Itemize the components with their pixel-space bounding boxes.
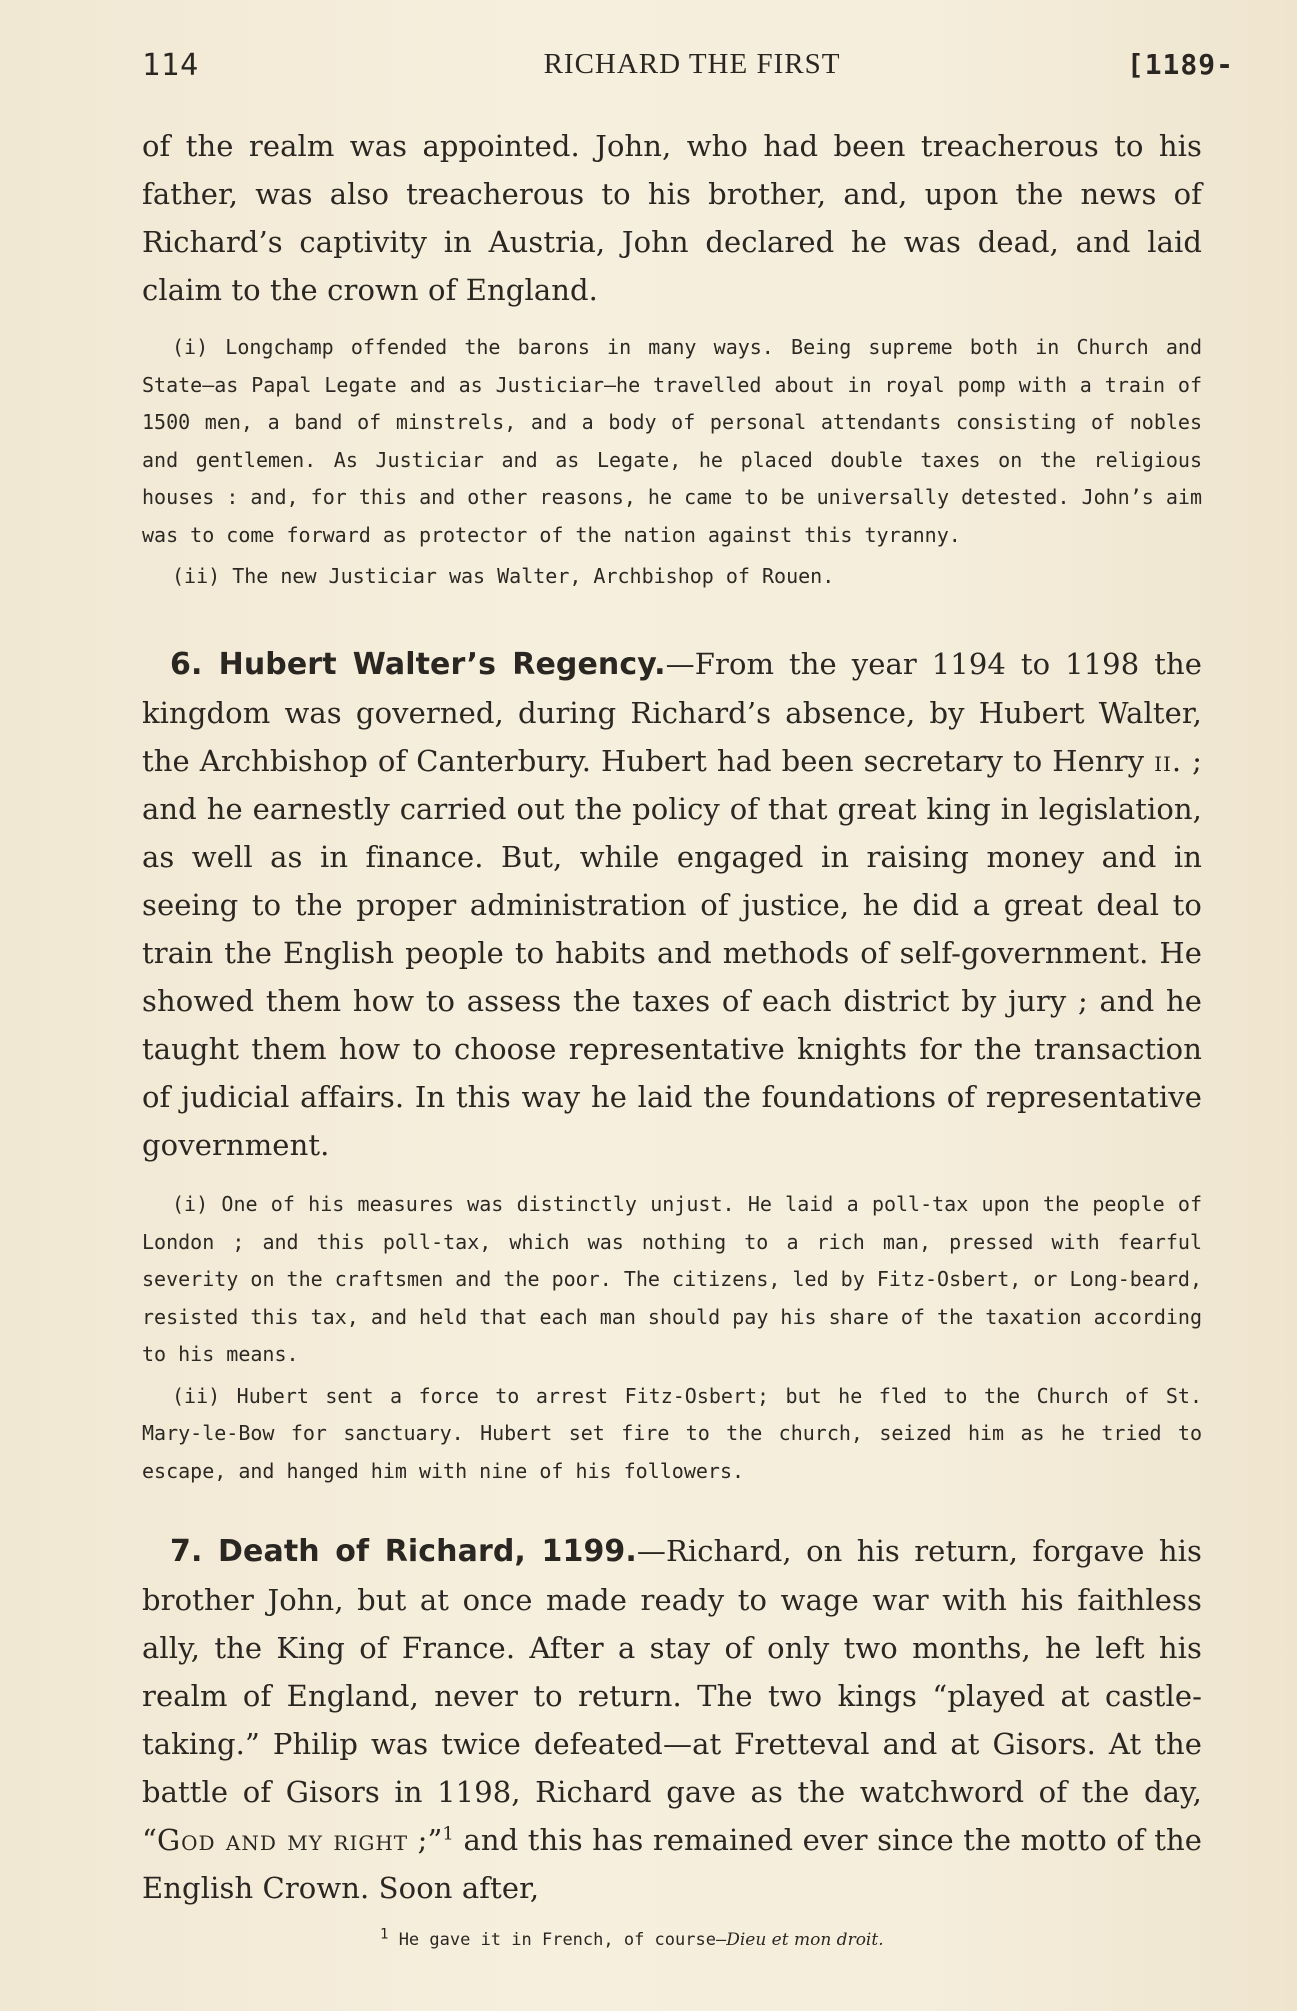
section-7-paragraph bbox=[142, 1527, 1202, 1912]
note-fitz-osbert: (ii) Hubert sent a force to arrest Fitz-Osbert; but he fled to the Church of St. Mary-le-Bow for sanctuary. Hubert set fire to the church, seized him as he tried to escape, and hanged him with nine of his followers. bbox=[142, 1383, 1202, 1483]
note-longchamp: (i) Longchamp offended the barons in many ways. Being supreme both in Church and State—as Papal Legate and as Justiciar—he travelled about in royal pomp with a train of 1500 men, a band of minstrels, and a body of personal attendants consisting of nobles and gentlemen. As Justiciar and as Legate, he placed double taxes on the religious houses : and, for this and other reasons, he came to be universally detested. John’s aim was to come forward as protector of the nation against this tyranny. bbox=[142, 335, 1202, 547]
section-6-paragraph bbox=[142, 640, 1202, 1169]
intro-text: of the realm was appointed. John, who had been treacherous to his father, was also treacherous to his brother, and, upon the news of Richard’s captivity in Austria, John declared he was dead, and laid claim to the crown of England. bbox=[142, 129, 1202, 307]
note-block-1 bbox=[142, 329, 1202, 596]
running-title: RICHARD THE FIRST bbox=[543, 48, 841, 80]
page-number: 114 bbox=[142, 48, 200, 83]
section-6 bbox=[142, 640, 1202, 1169]
section-7 bbox=[142, 1527, 1202, 1912]
footnote-italic: Dieu et mon droit. bbox=[726, 1930, 884, 1950]
year-marker: [1189- bbox=[1126, 48, 1234, 81]
note-new-justiciar: (ii) The new Justiciar was Walter, Archbishop of Rouen. bbox=[172, 564, 835, 588]
section-7-text-end: and this has remained ever since the motto of the English Crown. Soon after, bbox=[142, 1823, 1202, 1905]
note-block-6 bbox=[142, 1186, 1202, 1490]
intro-paragraph bbox=[142, 122, 1202, 314]
footnote-ref[interactable]: 1 bbox=[442, 1823, 454, 1845]
running-header bbox=[142, 48, 1234, 88]
section-6-text-cont: ; and he earnestly carried out the policy of that great king in legislation, as well as in finance. But, while engaged in raising money and in seeing to the proper administration of justice, he did a great deal to train the English people to habits and methods of self-government. He showed them how to assess the taxes of each district by jury ; and he taught them how to choose representative knights for the transaction of judicial affairs. In this way he laid the foundations of representative government. bbox=[142, 744, 1202, 1162]
note-poll-tax: (i) One of his measures was distinctly unjust. He laid a poll-tax upon the people of London ; and this poll-tax, which was nothing to a rich man, pressed with fearful severity on the craftsmen and the poor. The citizens, led by Fitz-Osbert, or Long-beard, resisted this tax, and held that each man should pay his share of the taxation according to his means. bbox=[142, 1192, 1202, 1366]
footnote-text: He gave it in French, of course— bbox=[398, 1930, 727, 1950]
motto: God and my right bbox=[156, 1823, 409, 1857]
footnote-marker: 1 bbox=[380, 1926, 389, 1943]
footnote bbox=[380, 1928, 1080, 1952]
section-7-text: —Richard, on his return, forgave his brother John, but at once made ready to wage war with his faithless ally, the King of France. After a stay of only two months, he left his realm of England, never to return. The two kings “played at castle-taking.” Philip was twice defeated—at Fretteval and at Gisors. At the battle of Gisors in 1198, Richard gave as the watchword of the day, “ bbox=[142, 1534, 1202, 1857]
section-7-heading: 7. Death of Richard, 1199. bbox=[170, 1534, 637, 1569]
section-6-heading: 6. Hubert Walter’s Regency. bbox=[170, 647, 666, 682]
motto-end: ;” bbox=[408, 1823, 443, 1857]
section-6-text: —From the year 1194 to 1198 the kingdom was governed, during Richard’s absence, by Hubert Walter, the Archbishop of Canterbury. Hubert had been secretary to Henry bbox=[142, 647, 1202, 778]
henry-numeral: ii. bbox=[1154, 744, 1183, 778]
